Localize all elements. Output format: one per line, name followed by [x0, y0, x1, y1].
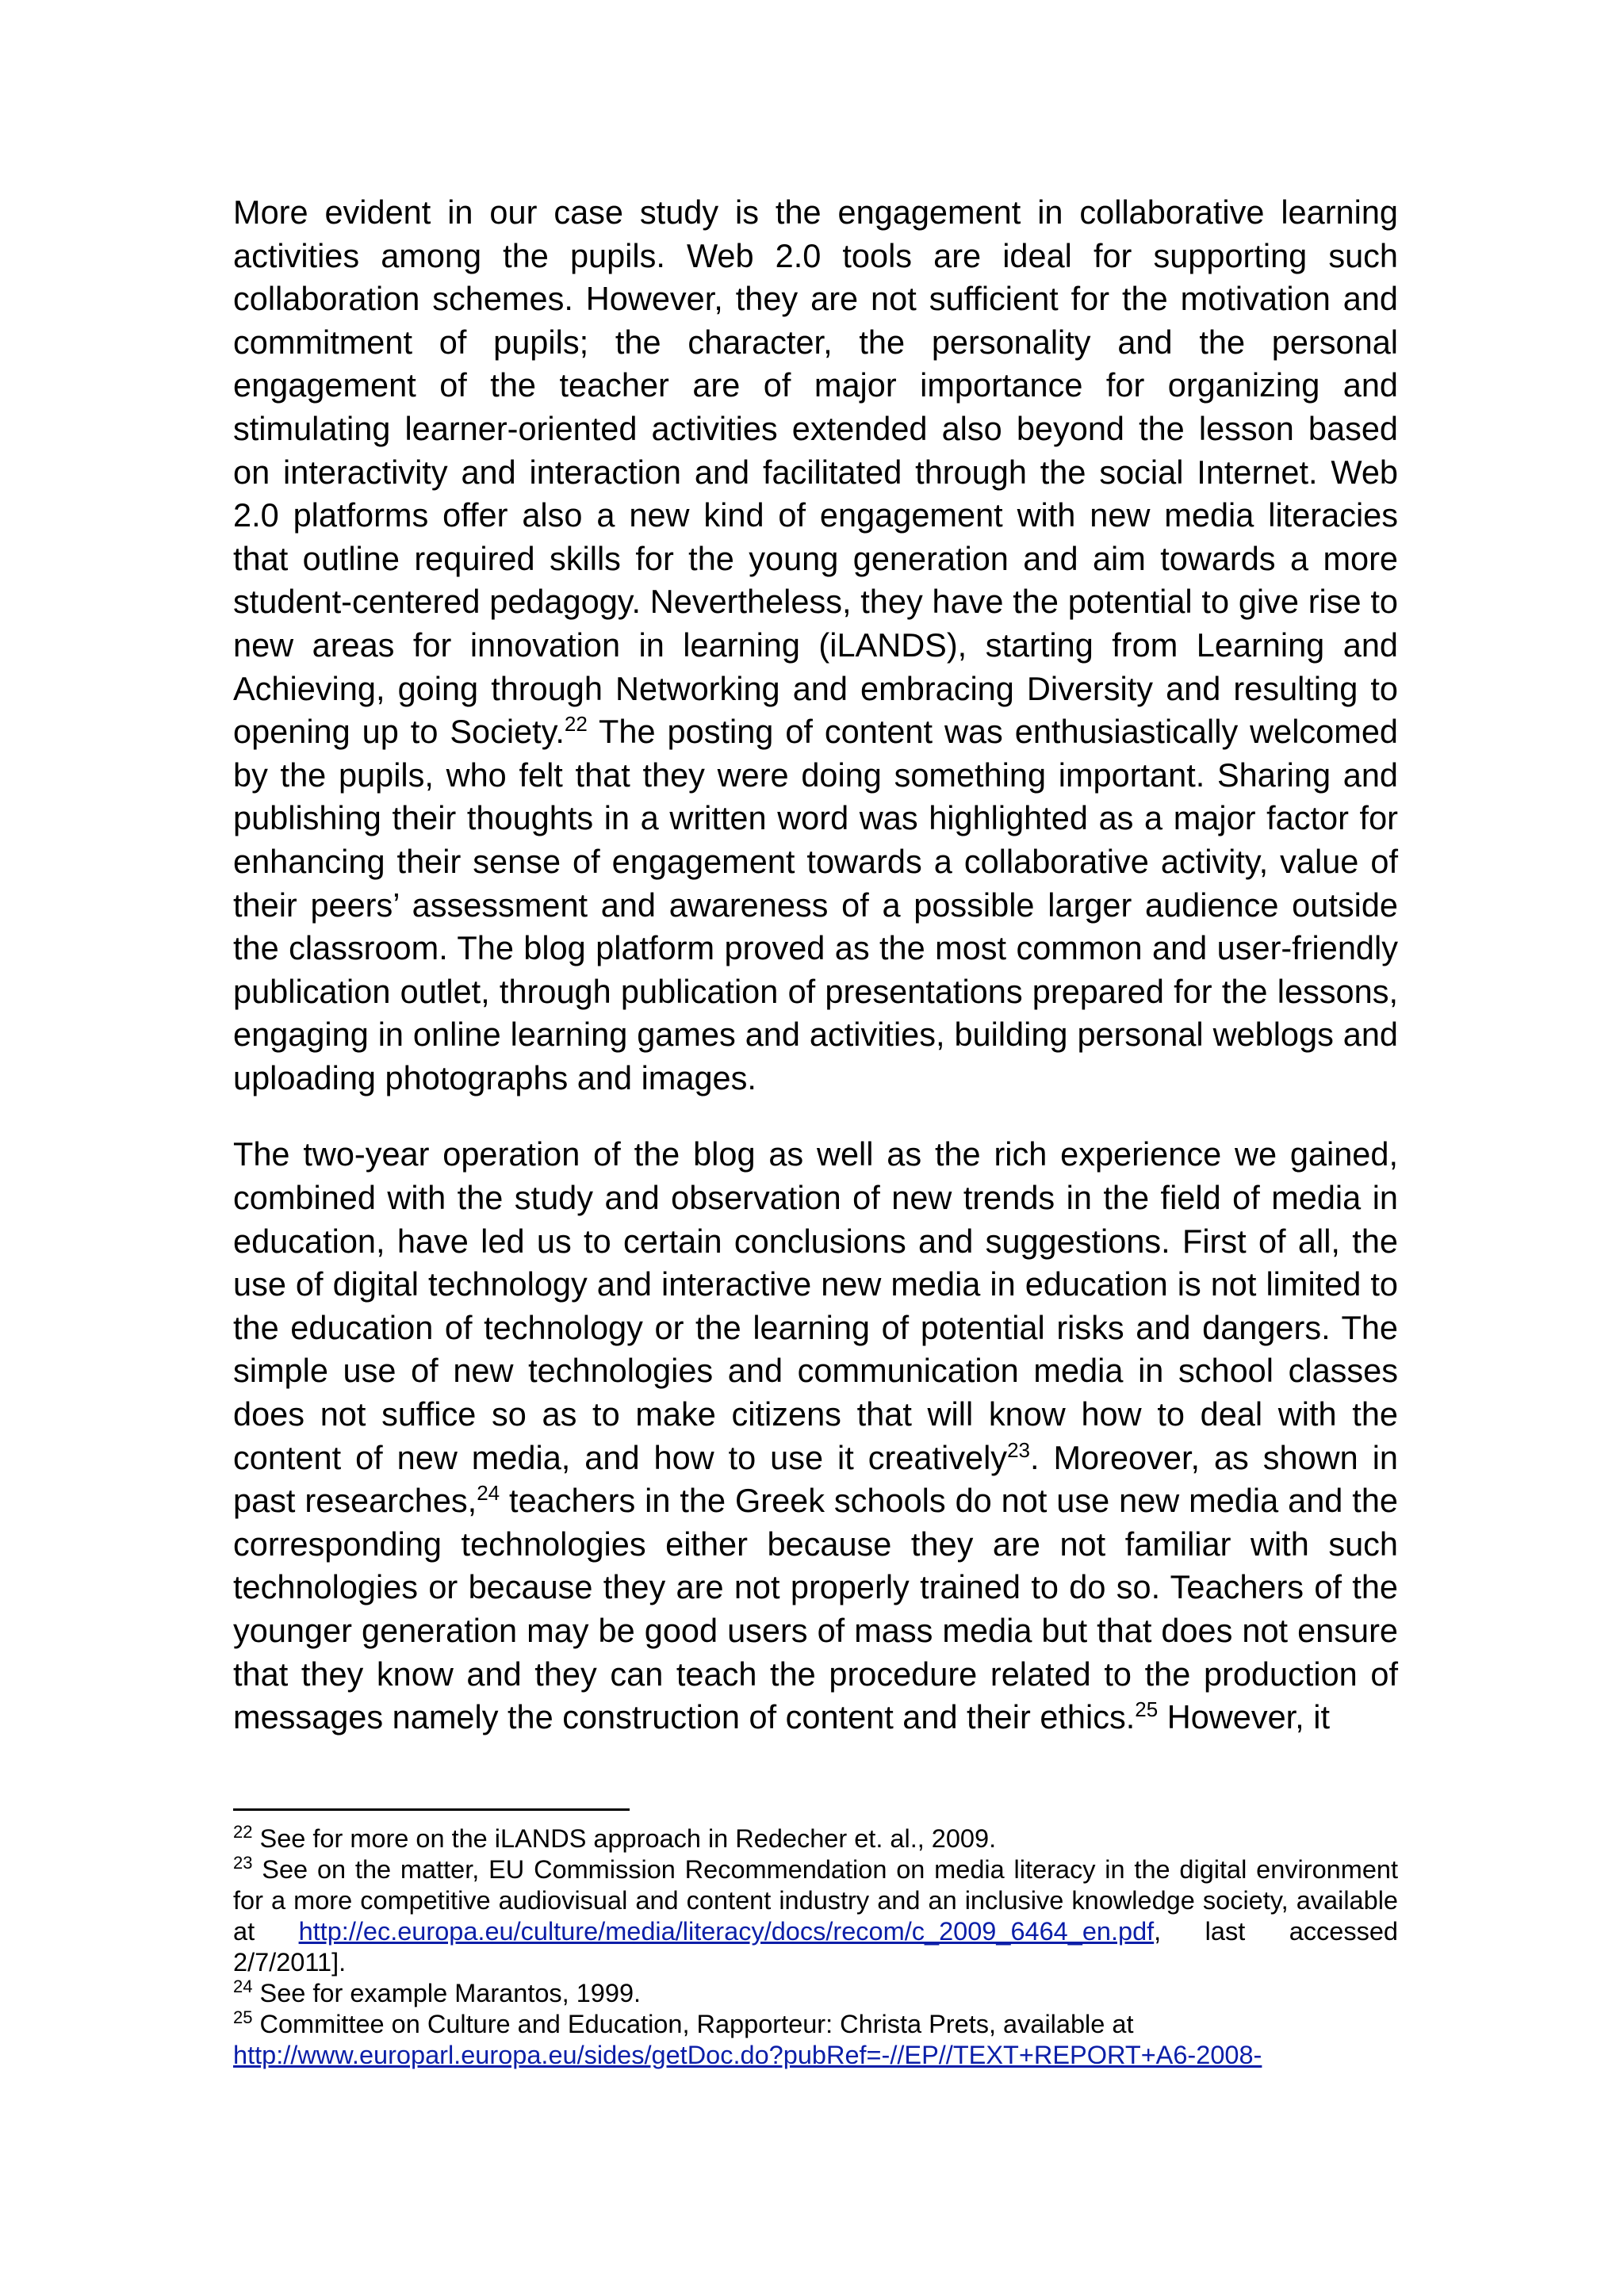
footnotes — [233, 1823, 1398, 2071]
footnote-text: See for example Marantos, 1999. — [252, 1979, 642, 2007]
footnote-link-europarl[interactable]: http://www.europarl.europa.eu/sides/getDoc.do?pubRef=-//EP//TEXT+REPORT+A6-2008- — [233, 2041, 1262, 2069]
footnote-24 — [233, 1978, 1398, 2009]
body-text — [233, 191, 1398, 1739]
footnote-separator — [233, 1808, 630, 1811]
footnote-text-after: , last accessed 2/7/2011]. — [233, 1917, 1398, 1976]
footnote-text: Committee on Culture and Education, Rapporteur: Christa Prets, available at — [252, 2010, 1134, 2038]
footnote-22 — [233, 1823, 1398, 1854]
footnote-23 — [233, 1854, 1398, 1978]
paragraph-2-text-d: However, it — [1158, 1698, 1330, 1736]
paragraph-2 — [233, 1133, 1398, 1739]
paragraph-1-text-b: The posting of content was enthusiastically welcomed by the pupils, who felt that they were doing something important. Sharing and publishing their thoughts in a written word was highlighted as a major factor for enhancing their sense of engagement towards a collaborative activity, value of their peers’ assessment and awareness of a possible larger audience outside the classroom. The blog platform proved as the most common and user-friendly publication outlet, through publication of presentations prepared for the lessons, engaging in online learning games and activities, building personal weblogs and uploading photographs and images. — [233, 713, 1398, 1096]
paragraph-2-text-b: . Moreover, as shown in past researches, — [233, 1438, 1398, 1520]
paragraph-1-text-a: More evident in our case study is the engagement in collaborative learning activities among the pupils. Web 2.0 tools are ideal for supporting such collaboration schemes. However, they are not sufficient for the motivation and commitment of pupils; the character, the personality and the personal engagement of the teacher are of major importance for organizing and stimulating learner-oriented activities extended also beyond the lesson based on interactivity and interaction and facilitated through the social Internet. Web 2.0 platforms offer also a new kind of engagement with new media literacies that outline required skills for the young generation and aim towards a more student-centered pedagogy. Nevertheless, they have the potential to give rise to new areas for innovation in learning (iLANDS), starting from Learning and Achieving, going through Networking and embracing Diversity and resulting to opening up to Society. — [233, 193, 1398, 751]
footnote-number: 23 — [233, 1853, 253, 1873]
paragraph-2-text-a: The two-year operation of the blog as well as the rich experience we gained, combined with the study and observation of new trends in the field of media in education, have led us to certain conclusions and suggestions. First of all, the use of digital technology and interactive new media in education is not limited to the education of technology or the learning of potential risks and dangers. The simple use of new technologies and communication media in school classes does not suffice so as to make citizens that will know how to deal with the content of new media, and how to use it creatively — [233, 1135, 1398, 1476]
footnote-number: 22 — [233, 1822, 253, 1842]
footnote-text: See on the matter, EU Commission Recommendation on media literacy in the digital environment for a more competitive audiovisual and content industry and an inclusive knowledge society, available at — [233, 1855, 1398, 1946]
footnote-number: 24 — [233, 1976, 253, 1996]
footnote-text: See for more on the iLANDS approach in Redecher et. al., 2009. — [252, 1824, 997, 1853]
paragraph-1 — [233, 191, 1398, 1100]
paragraph-2-text-c: teachers in the Greek schools do not use new media and the corresponding technologies either because they are not familiar with such technologies or because they are not properly trained to do so. Teachers of the younger generation may be good users of mass media but that does not ensure that they know and they can teach the procedure related to the production of messages namely the construction of content and their ethics. — [233, 1482, 1398, 1736]
footnote-ref-25: 25 — [1135, 1697, 1159, 1722]
footnote-ref-24: 24 — [477, 1481, 500, 1506]
footnote-link-ec-europa[interactable]: http://ec.europa.eu/culture/media/literacy/docs/recom/c_2009_6464_en.pdf — [298, 1917, 1155, 1946]
footnote-ref-22: 22 — [564, 712, 588, 737]
footnote-number: 25 — [233, 2007, 253, 2027]
footnote-25 — [233, 2009, 1398, 2071]
footnote-ref-23: 23 — [1007, 1437, 1030, 1462]
